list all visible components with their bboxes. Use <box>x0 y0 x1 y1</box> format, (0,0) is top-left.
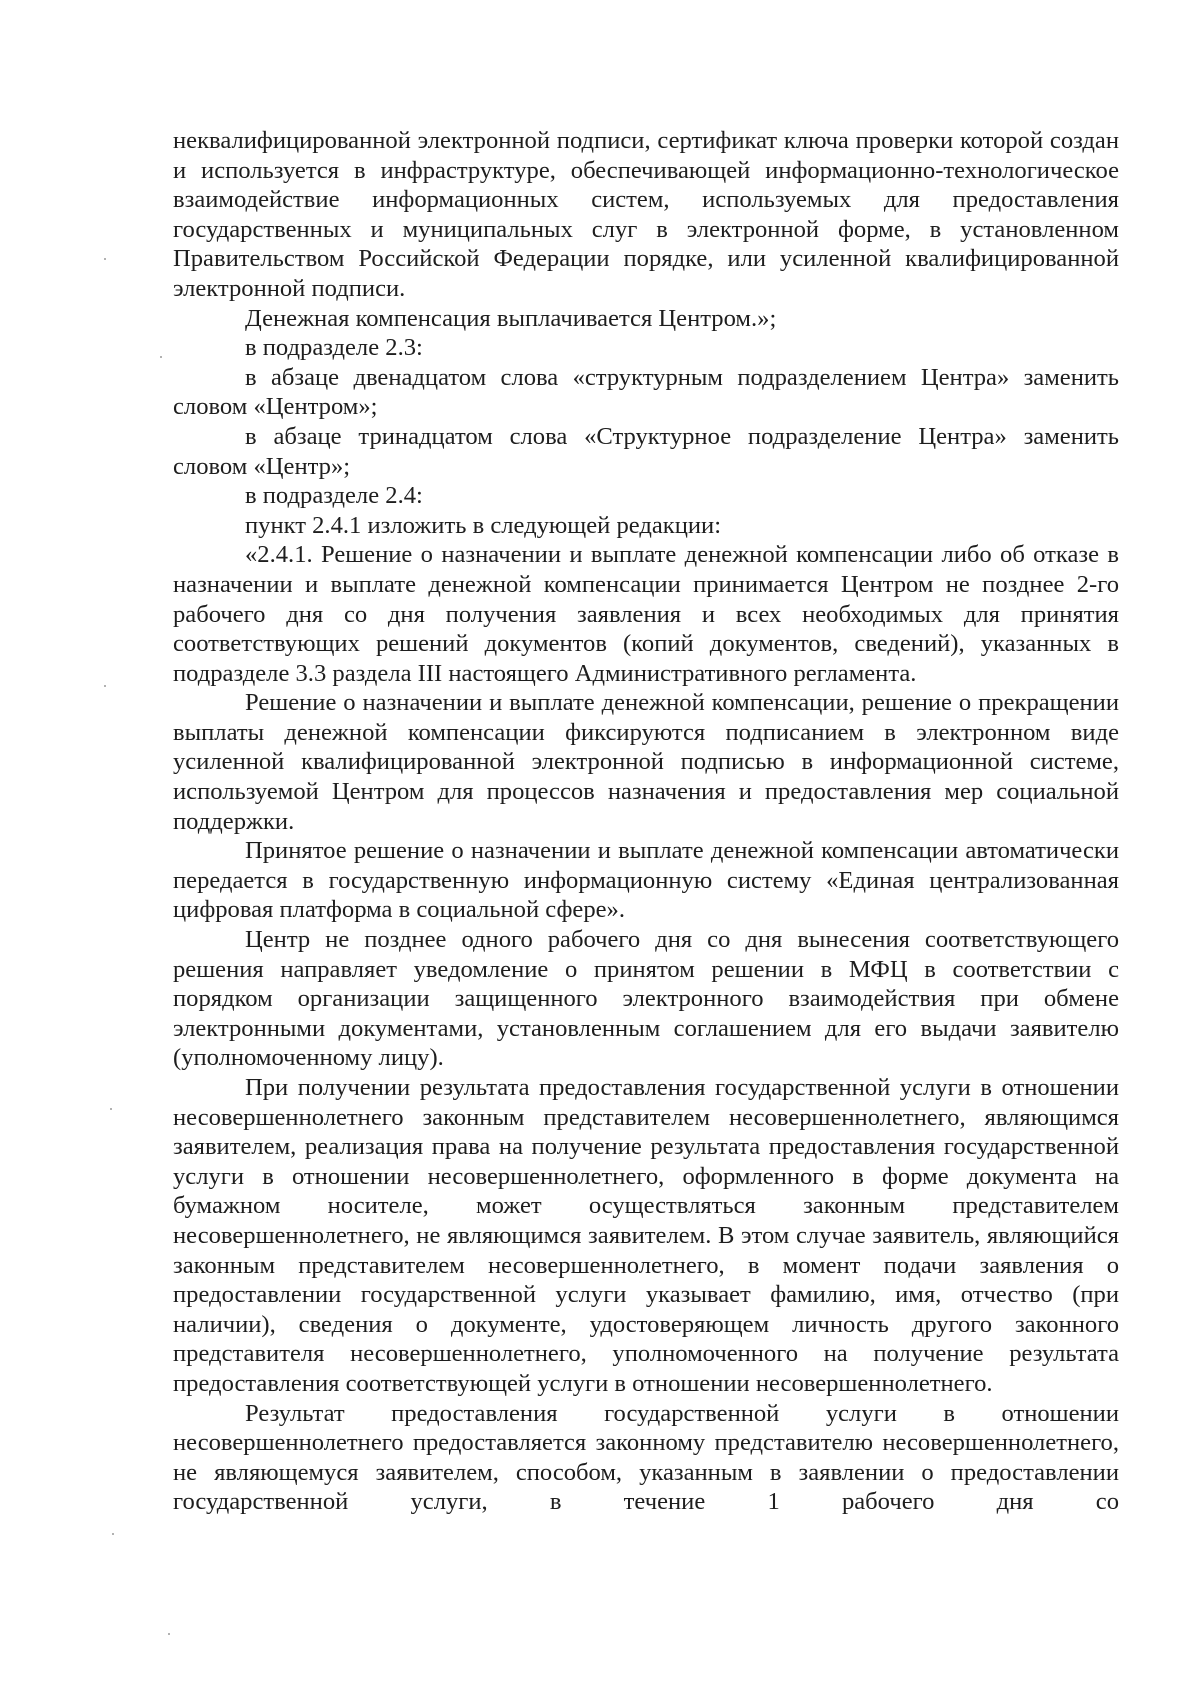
paragraph: в подразделе 2.4: <box>245 482 423 510</box>
paragraph: пункт 2.4.1 изложить в следующей редакции: <box>245 511 722 539</box>
scan-speck <box>104 685 106 687</box>
paragraph: в абзаце тринадцатом слова «Структурное подразделение Центра» заменить словом «Центр»; <box>173 422 1119 480</box>
scan-speck <box>104 258 106 260</box>
paragraph-continues-next-page: Результат предоставления государственной услуги в отношении несовершеннолетнего предоставляется законному представителю несовершеннолетнего, не являющемуся заявителем, способом, указанным в заявлении о предоставлении государственной услуги, в течение 1 рабочего дня со <box>173 1399 1119 1516</box>
paragraph: Центр не позднее одного рабочего дня со дня вынесения соответствующего решения направляет уведомление о принятом решении в МФЦ в соответствии с порядком организации защищенного электронного взаимодействия при обмене электронными документами, установленным соглашением для его выдачи заявителю (уполномоченному лицу). <box>173 926 1119 1072</box>
paragraph: Решение о назначении и выплате денежной компенсации, решение о прекращении выплаты денежной компенсации фиксируются подписанием в электронном виде усиленной квалифицированной электронной подписью в информационной системе, используемой Центром для процессов назначения и предоставления мер социальной поддержки. <box>173 689 1119 835</box>
paragraph-continuation: неквалифицированной электронной подписи, сертификат ключа проверки которой создан и используется в инфраструктуре, обеспечивающей информационно-технологическое взаимодействие информационных систем, используемых для предоставления государственных и муниципальных слуг в электронной форме, в установленном Правительством Российской Федерации порядке, или усиленной квалифицированной электронной подписи. <box>173 127 1119 302</box>
scan-speck <box>112 1533 114 1535</box>
paragraph: При получении результата предоставления государственной услуги в отношении несовершеннолетнего законным представителем несовершеннолетнего, являющимся заявителем, реализация права на получение результата предоставления государственной услуги в отношении несовершеннолетнего, оформленного в форме документа на бумажном носителе, может осуществляться законным представителем несовершеннолетнего, не являющимся заявителем. В этом случае заявитель, являющийся законным представителем несовершеннолетнего, в момент подачи заявления о предоставлении государственной услуги указывает фамилию, имя, отчество (при наличии), сведения о документе, удостоверяющем личность другого законного представителя несовершеннолетнего, уполномоченного на получение результата предоставления соответствующей услуги в отношении несовершеннолетнего. <box>173 1074 1119 1397</box>
scan-speck <box>160 356 162 358</box>
paragraph: Денежная компенсация выплачивается Центром.»; <box>245 304 777 332</box>
scan-speck <box>168 1633 170 1635</box>
document-body <box>173 126 1119 1517</box>
paragraph: Принятое решение о назначении и выплате денежной компенсации автоматически передается в государственную информационную систему «Единая централизованная цифровая платформа в социальной сфере». <box>173 837 1119 924</box>
paragraph: в абзаце двенадцатом слова «структурным подразделением Центра» заменить словом «Центром»; <box>173 363 1119 421</box>
scan-speck <box>110 1108 112 1110</box>
paragraph: «2.4.1. Решение о назначении и выплате денежной компенсации либо об отказе в назначении и выплате денежной компенсации принимается Центром не позднее 2-го рабочего дня со дня получения заявления и всех необходимых для принятия соответствующих решений документов (копий документов, сведений), указанных в подразделе 3.3 раздела III настоящего Административного регламента. <box>173 541 1119 687</box>
paragraph: в подразделе 2.3: <box>245 334 423 362</box>
